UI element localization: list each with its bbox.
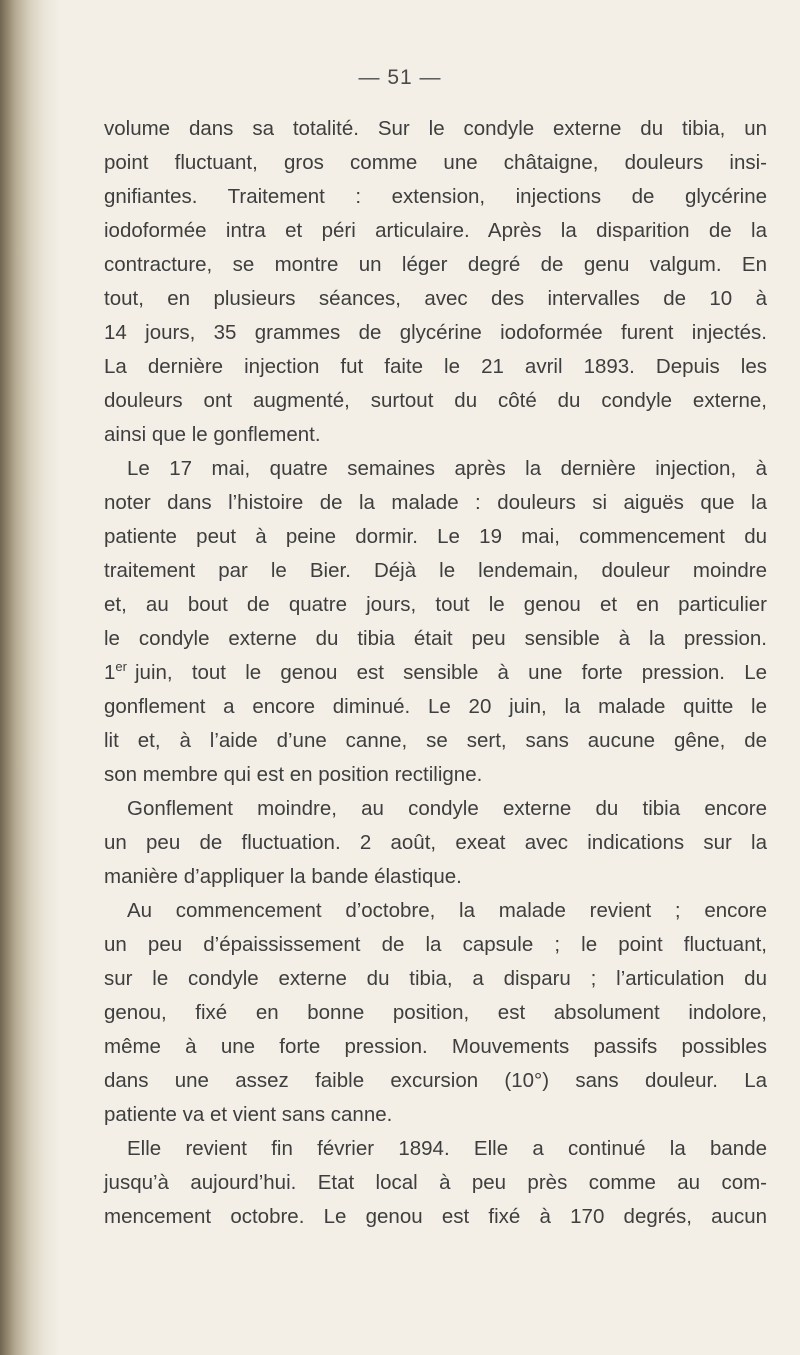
text-line: noter dans l’histoire de la malade : douleurs si aiguës que la bbox=[104, 491, 767, 514]
text-line: iodoformée intra et péri articulaire. Après la disparition de la bbox=[104, 219, 767, 242]
text-line: genou, fixé en bonne position, est absolument indolore, bbox=[104, 1001, 767, 1024]
text-line: dans une assez faible excursion (10°) sans douleur. La bbox=[104, 1069, 767, 1092]
text-line: gnifiantes. Traitement : extension, injections de glycérine bbox=[104, 185, 767, 208]
text-line: patiente peut à peine dormir. Le 19 mai, commencement du bbox=[104, 525, 767, 548]
text-line: tout, en plusieurs séances, avec des intervalles de 10 à bbox=[104, 287, 767, 310]
text-line: sur le condyle externe du tibia, a disparu ; l’articulation du bbox=[104, 967, 767, 990]
text-line: Gonflement moindre, au condyle externe du tibia encore bbox=[127, 797, 767, 820]
text-line: un peu de fluctuation. 2 août, exeat avec indications sur la bbox=[104, 831, 767, 854]
text-line: douleurs ont augmenté, surtout du côté du condyle externe, bbox=[104, 389, 767, 412]
text-line: Elle revient fin février 1894. Elle a continué la bande bbox=[127, 1137, 767, 1160]
text-line: même à une forte pression. Mouvements passifs possibles bbox=[104, 1035, 767, 1058]
text-line: mencement octobre. Le genou est fixé à 170 degrés, aucun bbox=[104, 1205, 767, 1228]
text-line: Au commencement d’octobre, la malade revient ; encore bbox=[127, 899, 767, 922]
text-line: Le 17 mai, quatre semaines après la dernière injection, à bbox=[127, 457, 767, 480]
text-line: lit et, à l’aide d’une canne, se sert, sans aucune gêne, de bbox=[104, 729, 767, 752]
page-number: — 51 — bbox=[358, 66, 442, 89]
text-line: traitement par le Bier. Déjà le lendemain, douleur moindre bbox=[104, 559, 767, 582]
text-line: un peu d’épaississement de la capsule ; le point fluctuant, bbox=[104, 933, 767, 956]
text-line: jusqu’à aujourd’hui. Etat local à peu près comme au com- bbox=[104, 1171, 767, 1194]
text-line: gonflement a encore diminué. Le 20 juin, la malade quitte le bbox=[104, 695, 767, 718]
text-line: le condyle externe du tibia était peu sensible à la pression. bbox=[104, 627, 767, 650]
text-line: juin, tout le genou est sensible à une forte pression. Le bbox=[135, 661, 767, 684]
ordinal-suffix: er bbox=[115, 659, 127, 675]
text-line: et, au bout de quatre jours, tout le genou et en particulier bbox=[104, 593, 767, 616]
text-line: volume dans sa totalité. Sur le condyle externe du tibia, un bbox=[104, 117, 767, 140]
ordinal-prefix bbox=[104, 656, 127, 690]
binding-shadow bbox=[0, 0, 60, 1355]
text-line: manière d’appliquer la bande élastique. bbox=[104, 865, 462, 888]
ordinal-number: 1 bbox=[104, 661, 116, 684]
text-line: La dernière injection fut faite le 21 avril 1893. Depuis les bbox=[104, 355, 767, 378]
text-line: son membre qui est en position rectiligne. bbox=[104, 763, 483, 786]
text-line: point fluctuant, gros comme une châtaigne, douleurs insi- bbox=[104, 151, 767, 174]
text-line: ainsi que le gonflement. bbox=[104, 423, 321, 446]
text-line: contracture, se montre un léger degré de genu valgum. En bbox=[104, 253, 767, 276]
text-line: 14 jours, 35 grammes de glycérine iodoformée furent injectés. bbox=[104, 321, 767, 344]
text-line: patiente va et vient sans canne. bbox=[104, 1103, 393, 1126]
